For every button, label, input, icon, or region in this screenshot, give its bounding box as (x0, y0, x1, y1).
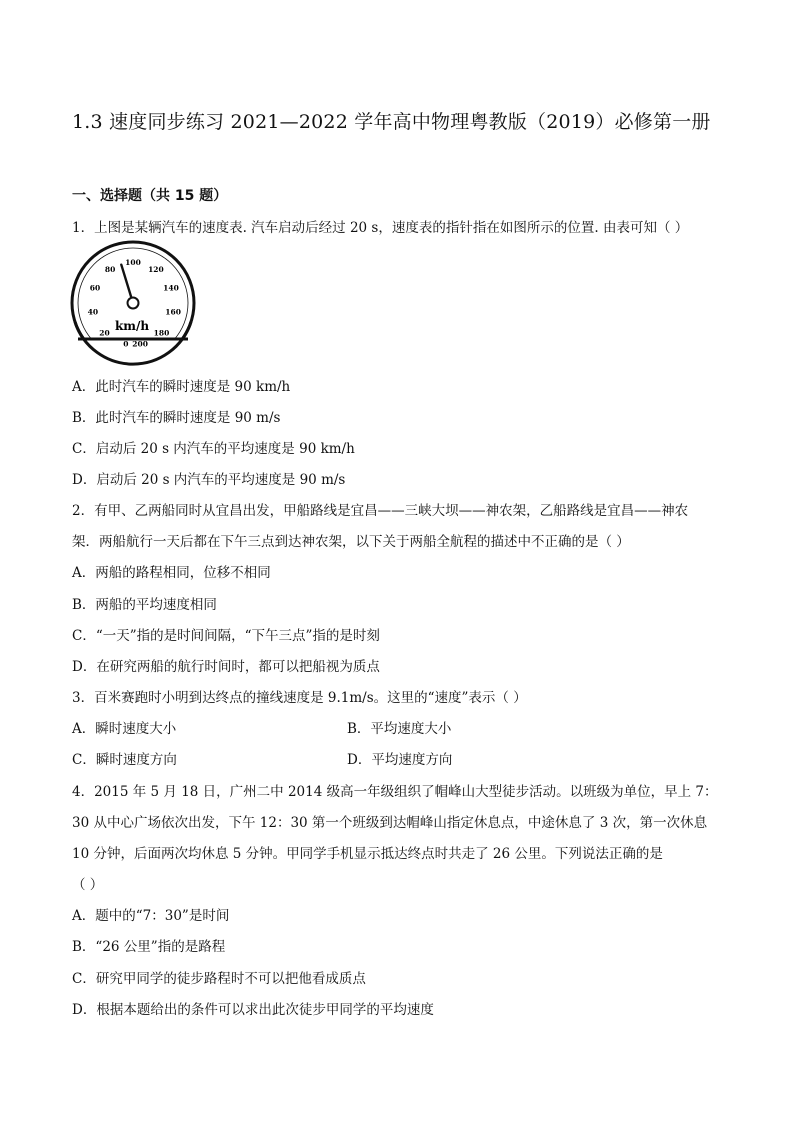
speedometer-tick-80: 80 (104, 265, 116, 274)
question-2-option-b: B．两船的平均速度相同 (72, 597, 217, 613)
speedometer-tick-100: 100 (125, 258, 141, 267)
question-3-option-a: A．瞬时速度大小 (72, 721, 177, 737)
question-3-stem: 3．百米赛跑时小明到达终点的撞线速度是 9.1m/s。这里的“速度”表示（ ） (72, 690, 527, 706)
question-4-stem-line-3: 10 分钟，后面两次均休息 5 分钟。甲同学手机显示抵达终点时共走了 26 公里。下列说法正确的是 (72, 846, 663, 862)
question-4-stem-line-2: 30 从中心广场依次出发，下午 12：30 第一个班级到达帽峰山指定休息点，中途休息了 3 次，第一次休息 (72, 815, 708, 831)
question-4-option-b: B．“26 公里”指的是路程 (72, 939, 226, 955)
question-4-option-c: C．研究甲同学的徒步路程时不可以把他看成质点 (72, 971, 366, 987)
speedometer-tick-200: 200 (132, 339, 148, 349)
question-2-option-a: A．两船的路程相同，位移不相同 (72, 565, 271, 581)
document-title: 1.3 速度同步练习 2021—2022 学年高中物理粤教版（2019）必修第一册 (72, 111, 711, 133)
question-1-stem: 1．上图是某辆汽车的速度表. 汽车启动后经过 20 s，速度表的指针指在如图所示的位置. 由表可知（ ） (72, 220, 689, 236)
question-1-option-a: A．此时汽车的瞬时速度是 90 km/h (72, 379, 291, 395)
question-1-option-d: D．启动后 20 s 内汽车的平均速度是 90 m/s (72, 472, 346, 488)
question-4-stem-line-1: 4．2015 年 5 月 18 日，广州二中 2014 级高一年级组织了帽峰山大型徒步活动。以班级为单位，早上 7： (72, 784, 718, 800)
question-3-option-c: C．瞬时速度方向 (72, 752, 177, 768)
speedometer-unit: km/h (114, 319, 150, 333)
question-2-option-d: D．在研究两船的航行时间时，都可以把船视为质点 (72, 659, 380, 675)
speedometer-tick-120: 120 (148, 265, 164, 274)
question-1-option-c: C．启动后 20 s 内汽车的平均速度是 90 km/h (72, 441, 355, 457)
question-2-option-c: C．“一天”指的是时间间隔，“下午三点”指的是时刻 (72, 628, 380, 644)
speedometer-tick-40: 40 (87, 307, 99, 317)
speedometer-tick-160: 160 (165, 307, 181, 317)
speedometer-tick-60: 60 (89, 283, 101, 293)
speedometer-hub (128, 298, 139, 309)
question-3-option-d: D．平均速度方向 (347, 752, 453, 768)
question-4-option-d: D．根据本题给出的条件可以求出此次徒步甲同学的平均速度 (72, 1002, 434, 1018)
question-1-option-b: B．此时汽车的瞬时速度是 90 m/s (72, 410, 281, 426)
question-2-stem-line-1: 2．有甲、乙两船同时从宜昌出发，甲船路线是宜昌——三峡大坝——神农架，乙船路线是宜昌——神农 (72, 503, 689, 519)
question-3-option-b: B．平均速度大小 (347, 721, 452, 737)
question-2-stem-line-2: 架．两船航行一天后都在下午三点到达神农架，以下关于两船全航程的描述中不正确的是（ ） (72, 534, 630, 550)
speedometer-tick-20: 20 (99, 328, 110, 338)
section-heading: 一、选择题（共 15 题） (72, 188, 228, 204)
question-4-stem-line-4: （ ） (72, 877, 104, 893)
speedometer-tick-180: 180 (153, 328, 170, 338)
speedometer-tick-140: 140 (163, 283, 179, 293)
speedometer-tick-0: 0 (123, 339, 129, 349)
speedometer-figure (70, 240, 200, 370)
question-4-option-a: A．题中的“7：30”是时间 (72, 908, 230, 924)
